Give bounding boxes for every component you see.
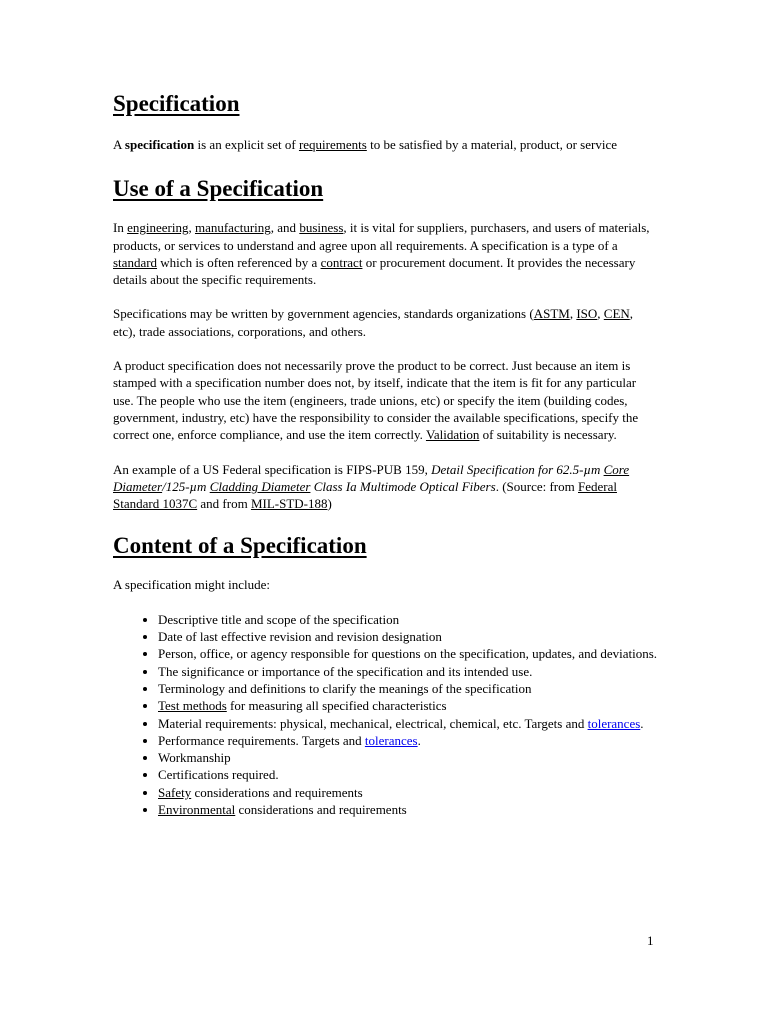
link-core-diameter[interactable]: Core Diameter — [113, 461, 630, 494]
link-standard[interactable]: standard — [113, 254, 158, 270]
link-safety[interactable]: Safety — [158, 784, 192, 800]
link-contract[interactable]: contract — [320, 254, 363, 270]
link-mil-std[interactable]: MIL-STD-188 — [250, 496, 328, 512]
link-tolerances[interactable]: tolerances — [364, 732, 418, 748]
link-requirements[interactable]: requirements — [298, 137, 367, 152]
paragraph-example: An example of a US Federal specification is FIPS-PUB 159, Detail Specification for 62.5-µm Core Diameter/125-µm Cladding Diameter Class Ia Multimode Optical Fibers. (Source: from Federal Standard 1037C and from MIL-STD-188) — [113, 461, 630, 512]
list-item: • Environmental considerations and requirements — [158, 801, 658, 818]
link-validation[interactable]: Validation — [425, 427, 480, 443]
list-item: • Descriptive title and scope of the specification — [158, 611, 658, 628]
paragraph-might-include: A specification might include: — [113, 577, 271, 593]
link-business[interactable]: business — [299, 220, 344, 236]
page-number: 1 — [647, 933, 654, 948]
link-astm[interactable]: ASTM — [533, 306, 570, 322]
list-item: • Person, office, or agency responsible for questions on the specification, updates, and deviations. — [158, 645, 658, 662]
list-item: • Material requirements: physical, mechanical, electrical, chemical, etc. Targets and tolerances. — [158, 715, 658, 732]
paragraph-definition: A specification is an explicit set of requirements to be satisfied by a material, product, or service — [113, 137, 617, 152]
term-specification: specification — [124, 137, 195, 152]
list-item: • Performance requirements. Targets and tolerances. — [158, 732, 658, 749]
heading-specification: Specification — [113, 91, 240, 116]
link-test-methods[interactable]: Test methods — [158, 698, 227, 714]
link-cen[interactable]: CEN — [603, 306, 630, 322]
content-list — [113, 611, 658, 819]
list-item: • The significance or importance of the specification and its intended use. — [158, 663, 658, 680]
link-tolerances[interactable]: tolerances — [587, 715, 641, 731]
link-environmental[interactable]: Environmental — [158, 802, 236, 818]
link-manufacturing[interactable]: manufacturing — [194, 220, 271, 236]
list-item: • Test methods for measuring all specified characteristics — [158, 697, 658, 714]
heading-use-of-specification: Use of a Specification — [113, 176, 324, 202]
list-item: • Terminology and definitions to clarify the meanings of the specification — [158, 680, 658, 697]
heading-content-of-specification: Content of a Specification — [113, 533, 367, 559]
paragraph-authors: Specifications may be written by government agencies, standards organizations (ASTM, ISO, CEN, etc), trade associations, corporations, and others. — [113, 306, 634, 339]
link-engineering[interactable]: engineering — [127, 220, 189, 236]
list-item: • Certifications required. — [158, 766, 658, 783]
list-item: • Date of last effective revision and revision designation — [158, 628, 658, 645]
link-federal-standard[interactable]: Federal Standard 1037C — [113, 478, 617, 512]
paragraph-correctness: A product specification does not necessarily prove the product to be correct. Just because an item is stamped with a specification number does not, by itself, indicate that the item is fit for any particular use. The people who use the item (engineers, trade unions, etc) or specify the item (building codes, government, industry, etc) have the responsibility to consider the available specifications, specify the correct one, enforce compliance, and use the item correctly. Validation of suitability is necessary. — [113, 358, 639, 443]
list-item: • Workmanship — [158, 749, 658, 766]
document-body — [113, 90, 658, 818]
link-iso[interactable]: ISO — [576, 306, 598, 322]
list-item: • Safety considerations and requirements — [158, 784, 658, 801]
paragraph-use: In engineering, manufacturing, and business, it is vital for suppliers, purchasers, and users of materials, products, or services to understand and agree upon all requirements. A specification is a type of a standard which is often referenced by a contract or procurement document. It provides the necessary details about the specific requirements. — [113, 220, 650, 288]
link-cladding-diameter[interactable]: Cladding Diameter — [209, 478, 311, 494]
